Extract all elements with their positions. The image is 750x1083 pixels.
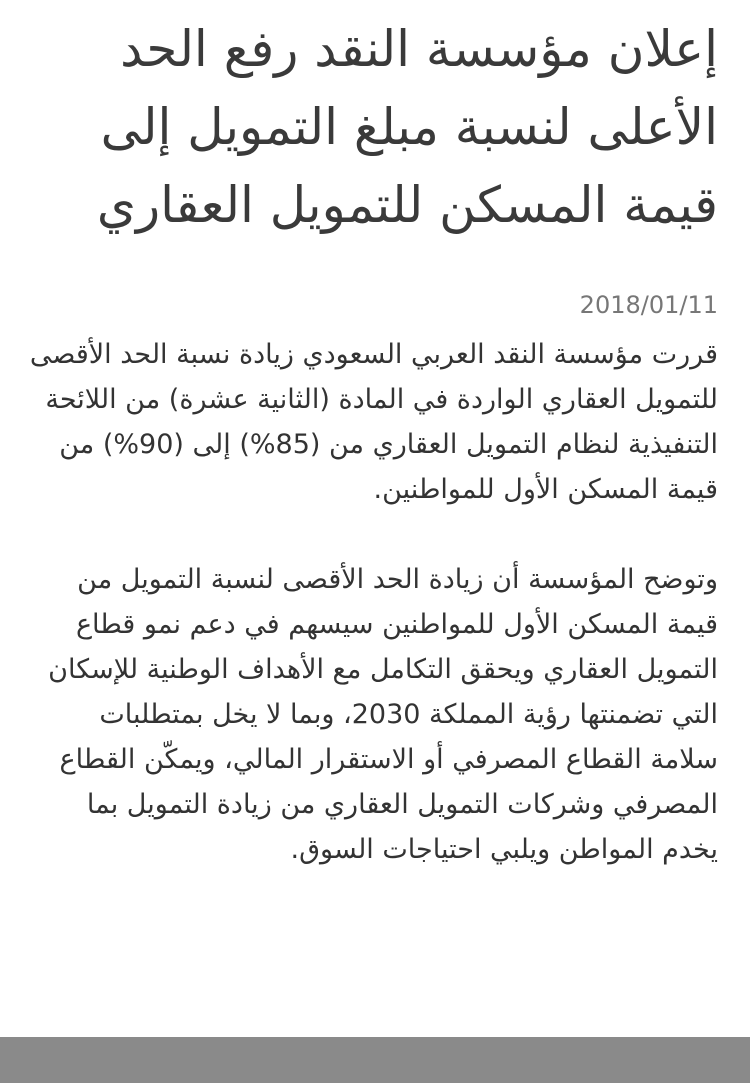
article-body bbox=[28, 332, 718, 872]
article-title: إعلان مؤسسة النقد رفع الحد الأعلى لنسبة مبلغ التمويل إلى قيمة المسكن للتمويل العقاري bbox=[96, 20, 718, 234]
article-paragraph-1: قررت مؤسسة النقد العربي السعودي زيادة نسبة الحد الأقصى للتمويل العقاري الواردة في المادة (الثانية عشرة) من اللائحة التنفيذية لنظام التمويل العقاري من (85%) إلى (90%) من قيمة المسكن الأول للمواطنين. bbox=[29, 339, 718, 505]
article-date: 2018/01/11 bbox=[579, 291, 718, 319]
article-paragraph-2: وتوضح المؤسسة أن زيادة الحد الأقصى لنسبة التمويل من قيمة المسكن الأول للمواطنين سيسهم في دعم نمو قطاع التمويل العقاري ويحقق التكامل مع الأهداف الوطنية للإسكان التي تضمنتها رؤية المملكة 2030، وبما لا يخل بمتطلبات سلامة القطاع المصرفي أو الاستقرار المالي، ويمكّن القطاع المصرفي وشركات التمويل العقاري من زيادة التمويل بما يخدم المواطن ويلبي احتياجات السوق. bbox=[48, 564, 718, 865]
bottom-bar bbox=[0, 1037, 750, 1083]
news-article bbox=[28, 0, 718, 872]
